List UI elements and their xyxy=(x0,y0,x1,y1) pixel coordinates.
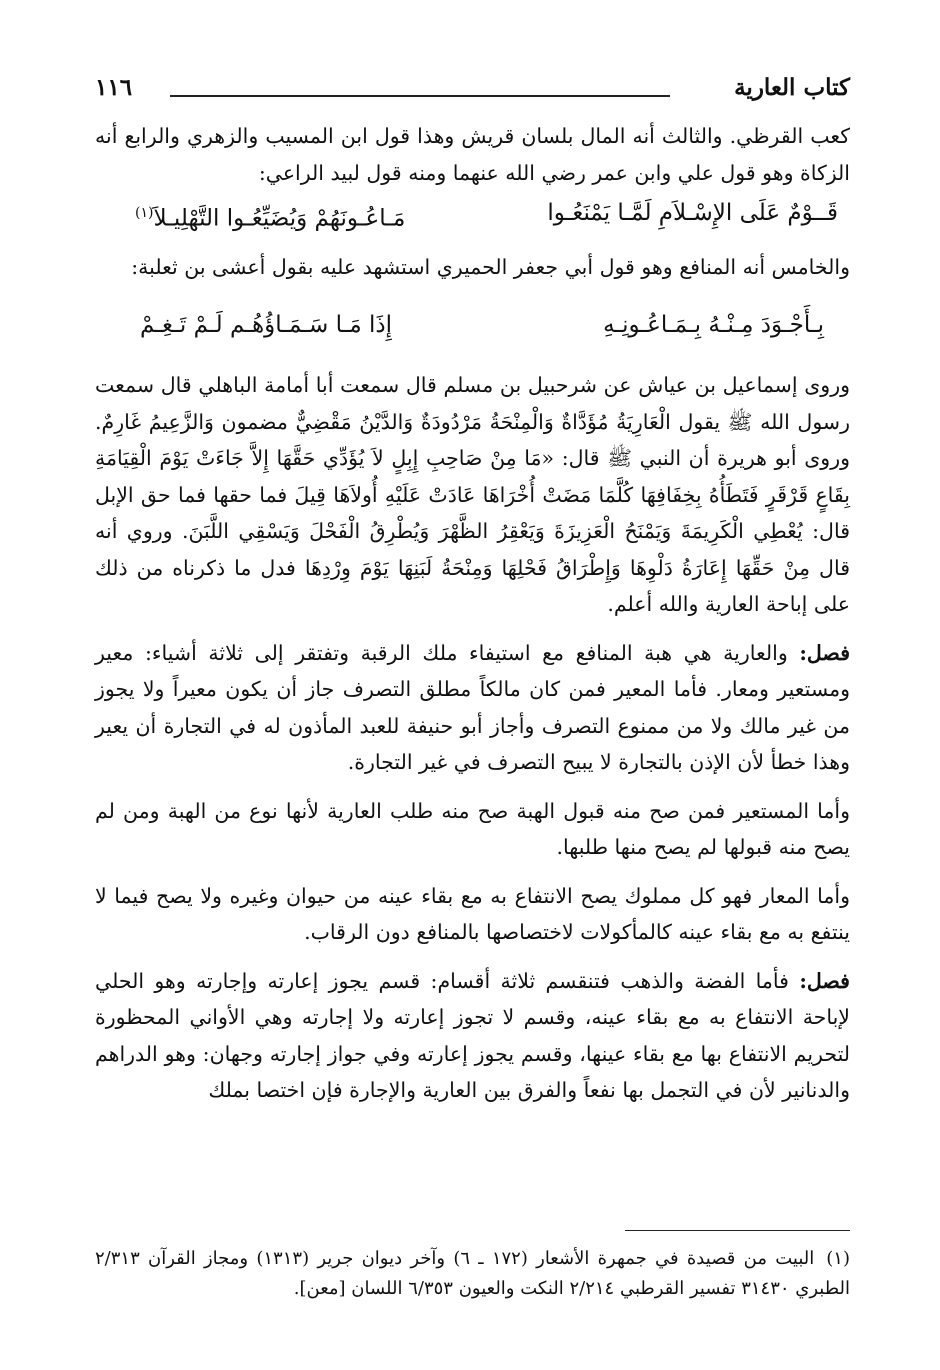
footnote xyxy=(95,1244,850,1304)
header-rule xyxy=(170,95,670,97)
page-number: ١١٦ xyxy=(95,74,133,101)
verse-1-first-hemistich: قَــوْمٌ عَلَى الإِسْـلاَمِ لَمَّـا يَمْنَعُـوا xyxy=(547,200,838,226)
main-text xyxy=(95,118,850,1121)
page-header xyxy=(95,74,850,110)
footnote-reference: (١) xyxy=(135,205,154,221)
section-label: فصل: xyxy=(799,968,850,993)
paragraph-5: وأما المستعير فمن صح منه قبول الهبة صح منه طلب العارية لأنها نوع من الهبة ومن لم يصح منه قبولها لم يصح منها طلبها. xyxy=(95,798,850,860)
poetry-verse-2 xyxy=(95,305,850,345)
verse-1-second-hemistich xyxy=(135,193,405,239)
verse-1-second-text: مَـاعُـونَهُمْ وَيُضَيِّعُـوا التَّهْلِيـلاَ xyxy=(153,205,406,232)
paragraph-6: وأما المعار فهو كل مملوك يصح الانتفاع به مع بقاء عينه من حيوان وغيره ولا يصح فيما لا ينتفع به مع بقاء عينه كالمأكولات لاختصاصها بالمنافع دون الرقاب. xyxy=(95,883,850,945)
paragraph-3: وروى إسماعيل بن عياش عن شرحبيل بن مسلم قال سمعت أبا أمامة الباهلي قال سمعت رسول الله ﷺ يقول الْعَارِيَةُ مُؤَدَّاةٌ وَالْمِنْحَةُ مَرْدُودَةٌ وَالدَّيْنُ مَقْضِيٌّ مضمون وَالزَّعِيمُ غَارِمٌ. وروى أبو هريرة أن النبي ﷺ قال: «مَا مِنْ صَاحِبِ إِبِلٍ لاَ يُؤَدِّي حَقَّهَا إِلاَّ جَاءَتْ يَوْمَ الْقِيَامَةِ بِقَاعٍ قَرْقَرٍ فَتَطَأُهُ بِخِفَافِهَا كُلَّمَا مَضَتْ أُخْرَاهَا عَادَتْ عَلَيْهِ أُولاَهَا قِيلَ فما حقها فما حق الإبل قال: يُعْطِي الْكَرِيمَةَ وَيَمْنَحُ الْعَزِيزَةَ وَيَعْقِرُ الظَّهْرَ وَيُطْرِقُ الْفَحْلَ وَيَسْقِي اللَّبَنَ. وروي أنه قال مِنْ حَقِّهَا إِعَارَةُ دَلْوِهَا وَإِطْرَاقُ فَحْلِهَا وَمِنْحَةُ لَبَنِهَا يَوْمَ وِرْدِهَا فدل ما ذكرناه من ذلك على إباحة العارية والله أعلم. xyxy=(95,373,850,617)
paragraph-2: والخامس أنه المنافع وهو قول أبي جعفر الحميري استشهد عليه بقول أعشى بن ثعلبة: xyxy=(131,254,850,279)
footnote-number: (١) xyxy=(826,1248,850,1269)
paragraph-7-text: فأما الفضة والذهب فتنقسم ثلاثة أقسام: قسم يجوز إعارته وإجارته وهو الحلي لإباحة الانتفاع به مع بقاء عينه، وقسم لا تجوز إعارته ولا إجارته وهي الأواني المحظورة لتحريم الانتفاع بها مع بقاء عينها، وقسم يجوز إعارته وفي جواز إجارته وجهان: وهو الدراهم والدنانير لأن في التجمل بها نفعاً والفرق بين العارية والإجارة فإن اختصا بملك xyxy=(95,968,850,1103)
paragraph-4-text: والعارية هي هبة المنافع مع استيفاء ملك الرقبة وتفتقر إلى ثلاثة أشياء: معير ومستعير ومعار. فأما المعير فمن كان مالكاً مطلق التصرف جاز أن يكون معيراً ولا يجوز من غير مالك ولا من ممنوع التصرف وأجاز أبو حنيفة للعبد المأذون له في التجارة أن يعير وهذا خطأ لأن الإذن بالتجارة لا يبيح التصرف في غير التجارة. xyxy=(95,640,850,775)
section-label: فصل: xyxy=(799,640,850,665)
verse-2-first-hemistich: بِـأَجْـوَدَ مِـنْـهُ بِـمَـاعُـونِـهِ xyxy=(603,312,824,339)
paragraph-4 xyxy=(95,635,850,781)
poetry-verse-1 xyxy=(95,193,850,239)
footnote-text: البيت من قصيدة في جمهرة الأشعار (١٧٢ ـ ٦) وآخر ديوان جرير (١٣١٣) ومجاز القرآن ٢/٣١٣ الطبري ٣١٤٣٠ تفسير القرطبي ٢/٢١٤ النكت والعيون ٦/٣٥٣ اللسان [معن]. xyxy=(95,1248,850,1299)
paragraph-7 xyxy=(95,963,850,1109)
footnote-separator xyxy=(625,1230,850,1231)
verse-2-second-hemistich: إِذَا مَـا سَـمَـاؤُهُـم لَـمْ تَـغِـمْ xyxy=(140,312,393,339)
chapter-title: كتاب العارية xyxy=(734,74,850,101)
paragraph-1: كعب القرظي. والثالث أنه المال بلسان قريش وهذا قول ابن المسيب والزهري والرابع أنه الزكاة وهو قول علي وابن عمر رضي الله عنهما ومنه قول لبيد الراعي: xyxy=(95,124,850,185)
